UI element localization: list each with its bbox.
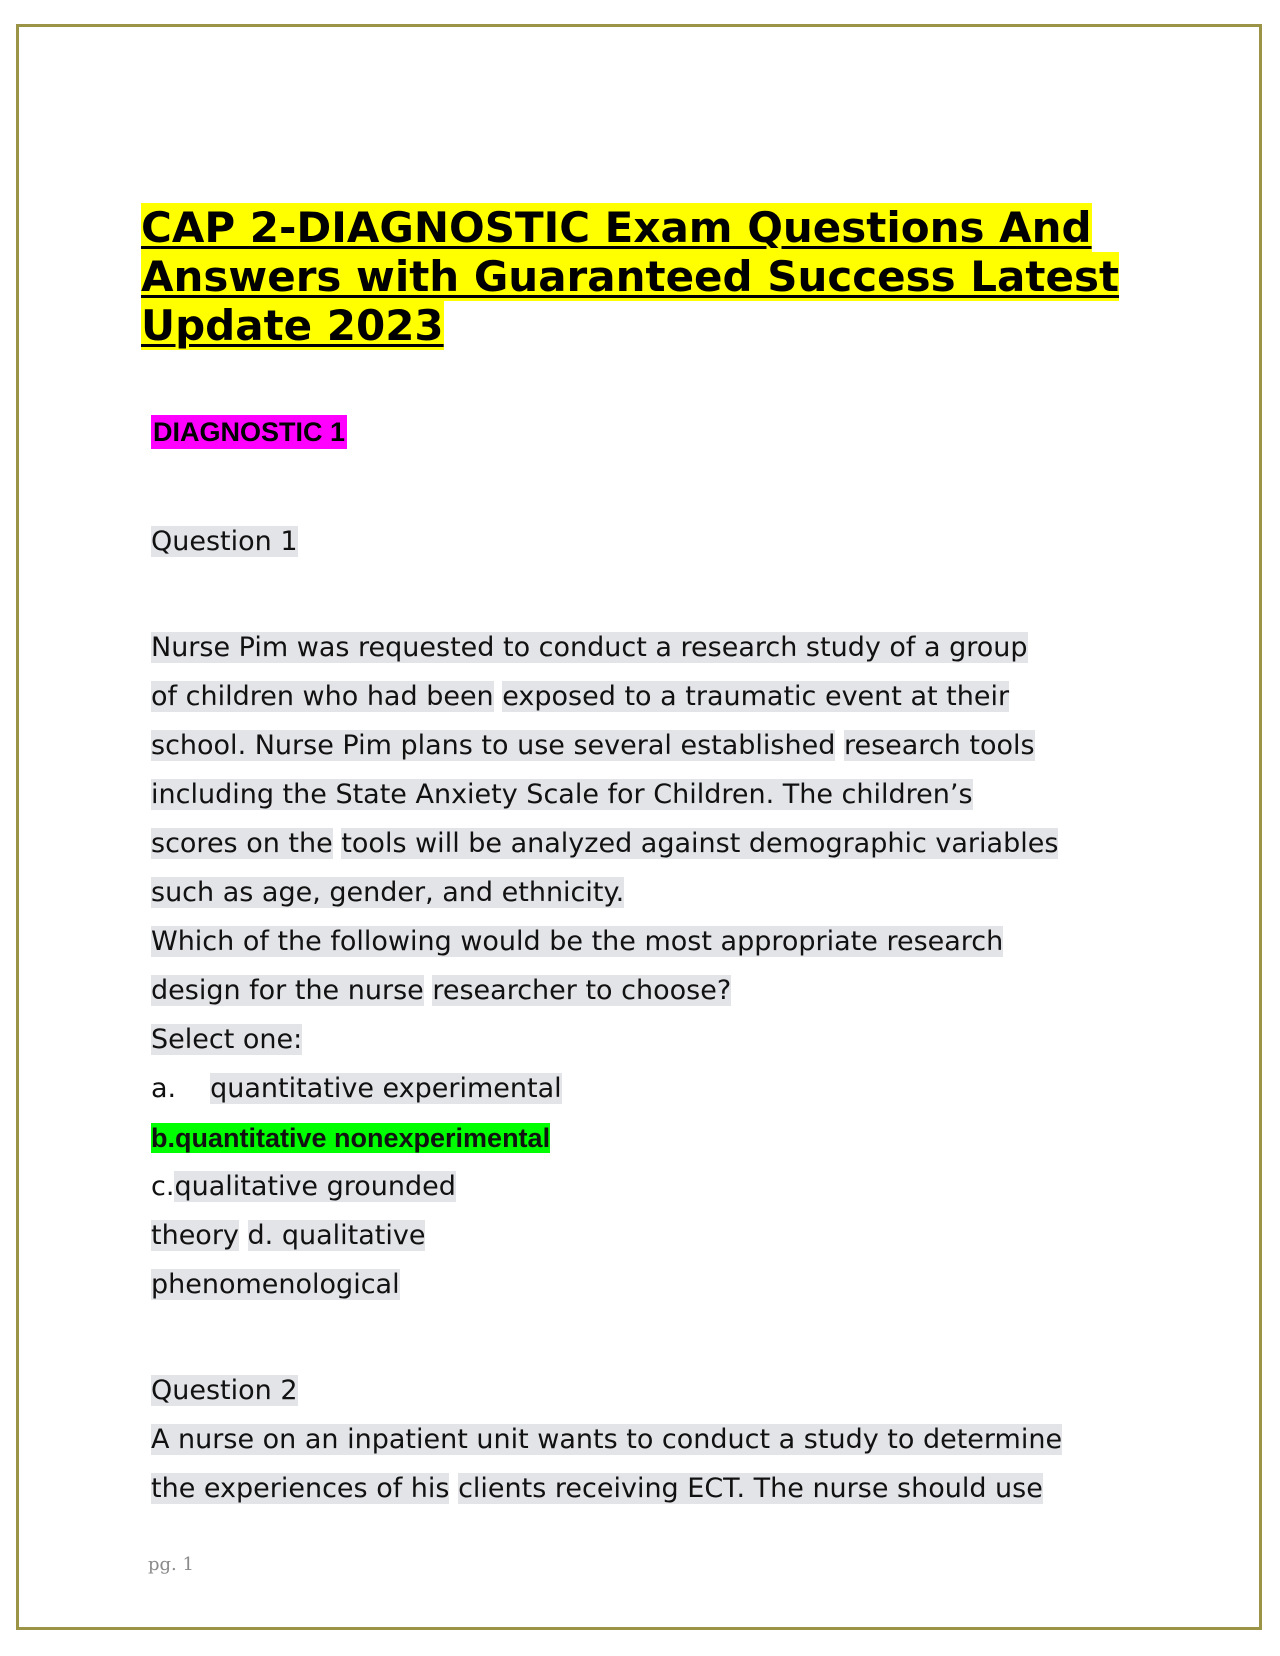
question-stem-line: such as age, gender, and ethnicity.	[151, 877, 625, 908]
select-one-label: Select one:	[151, 1024, 303, 1055]
question-label: Question 1	[151, 526, 298, 557]
title-line-1: CAP 2-DIAGNOSTIC Exam Questions And	[141, 203, 1092, 252]
question-stem-line: A nurse on an inpatient unit wants to conduct a study to determine	[151, 1424, 1063, 1455]
option-a: a. quantitative experimental	[151, 1073, 562, 1104]
question-stem-line: the experiences of his clients receiving ECT. The nurse should use	[151, 1473, 1043, 1504]
title-line-2: Answers with Guaranteed Success Latest	[141, 252, 1120, 301]
section-heading: DIAGNOSTIC 1	[153, 417, 346, 447]
question-stem-line: Which of the following would be the most appropriate research	[151, 926, 1004, 957]
document-title	[141, 203, 1141, 350]
question-stem-line: design for the nurse researcher to choose?	[151, 975, 732, 1006]
question-stem-line: school. Nurse Pim plans to use several established research tools	[151, 730, 1035, 761]
question-stem-line: including the State Anxiety Scale for Children. The children’s	[151, 779, 973, 810]
option-d-cont: phenomenological	[151, 1269, 400, 1300]
question-stem-line: of children who had been exposed to a traumatic event at their	[151, 681, 1010, 712]
page-number: pg. 1	[148, 1554, 194, 1575]
question-label: Question 2	[151, 1375, 298, 1406]
question-stem-line: Nurse Pim was requested to conduct a research study of a group	[151, 632, 1028, 663]
question-stem-line: scores on the tools will be analyzed against demographic variables	[151, 828, 1059, 859]
title-line-3: Update 2023	[141, 301, 444, 350]
option-c: c.qualitative grounded	[151, 1171, 456, 1202]
option-c-d-line: theory d. qualitative	[151, 1220, 426, 1251]
option-b-correct: b.quantitative nonexperimental	[151, 1123, 551, 1153]
